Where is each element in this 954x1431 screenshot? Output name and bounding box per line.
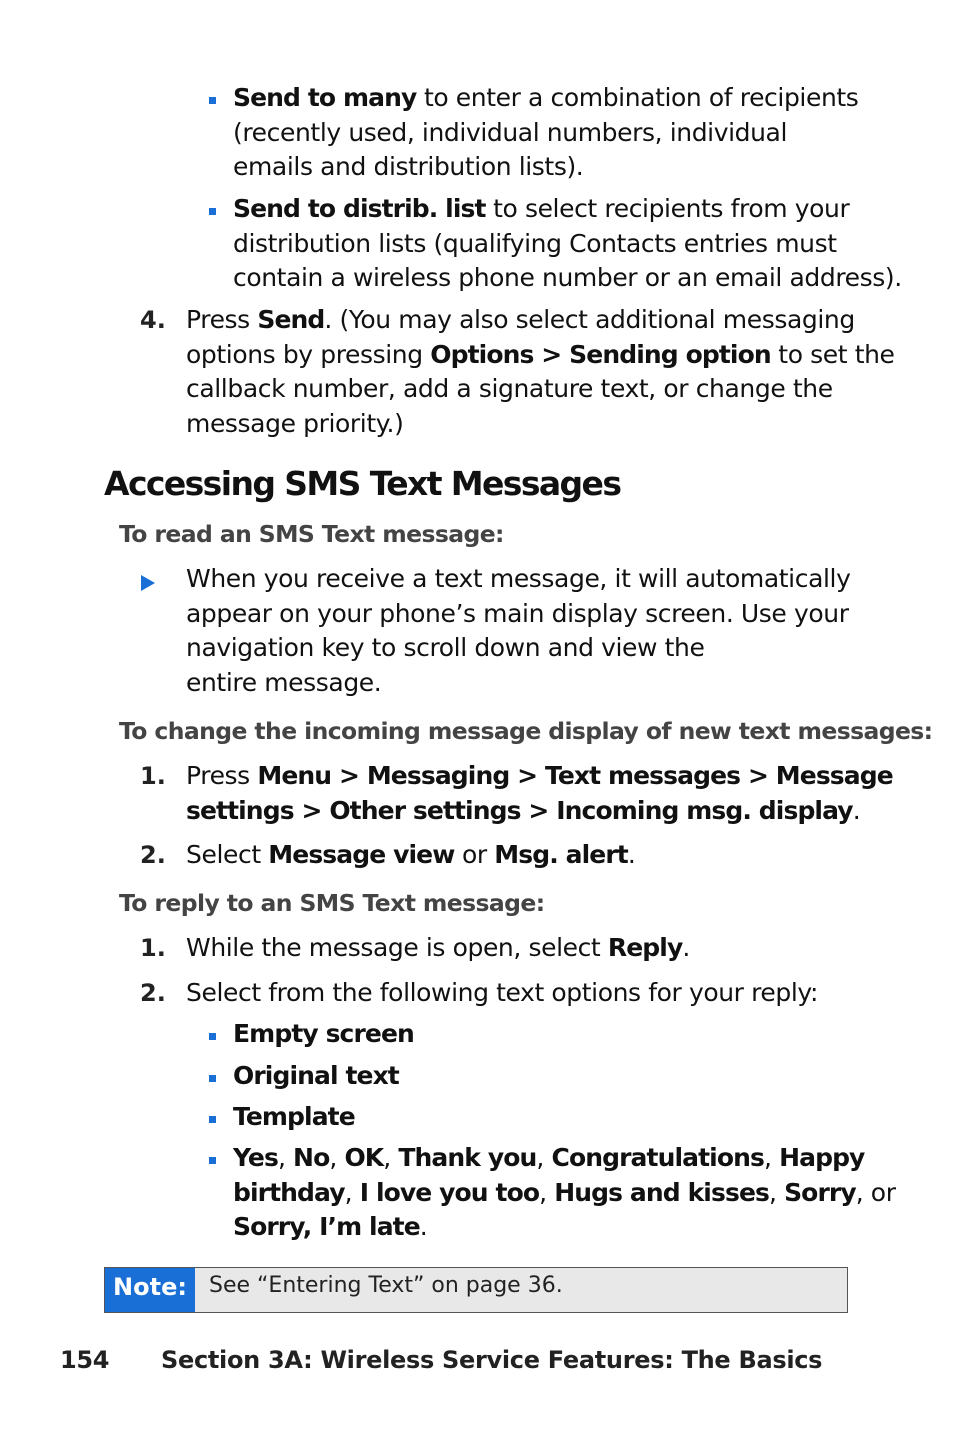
bullet-square-icon	[209, 1033, 216, 1040]
bold-term: Send	[257, 305, 325, 334]
bullet-square-icon	[209, 1116, 216, 1123]
bold-term: Original text	[233, 1061, 399, 1090]
text-span: ,	[383, 1143, 399, 1172]
bold-term: Send to distrib. list	[233, 194, 486, 223]
read-text	[186, 562, 850, 700]
text-span: .	[627, 840, 636, 869]
text-span: .	[682, 933, 690, 962]
bold-term: birthday	[233, 1177, 345, 1207]
text-span: . (You may also select additional messaging	[324, 305, 855, 334]
step-4-text	[186, 303, 895, 441]
text-line: message priority.)	[186, 408, 404, 438]
triangle-bullet-icon	[141, 575, 155, 591]
bold-term: Message view	[268, 840, 455, 869]
subhead-read: To read an SMS Text message:	[119, 520, 504, 548]
text-line: contain a wireless phone number or an email address).	[233, 263, 902, 292]
text-line	[233, 1141, 896, 1176]
bold-term: Options > Sending option	[430, 339, 771, 369]
text-span: options by pressing	[186, 339, 431, 369]
bold-term: I love you too	[359, 1177, 540, 1207]
text-span: .	[419, 1212, 428, 1241]
bold-term: Msg. alert	[494, 840, 628, 869]
text-span: to enter a combination of recipients	[416, 83, 859, 112]
text-line: entire message.	[186, 667, 382, 697]
bold-term: Yes	[233, 1143, 278, 1172]
bullet-square-icon	[209, 1157, 216, 1164]
section-footer: Section 3A: Wireless Service Features: The Basics	[161, 1346, 823, 1374]
step-number: 2.	[140, 979, 166, 1007]
text-line: (recently used, individual numbers, individual	[233, 117, 788, 147]
bold-term: settings > Other settings > Incoming msg. display	[186, 795, 853, 825]
text-span: While the message is open, select	[186, 933, 608, 962]
text-span: Press	[186, 761, 258, 790]
text-span: .	[852, 795, 861, 825]
text-span: , or	[855, 1177, 896, 1207]
note-box	[104, 1267, 848, 1313]
text-span: ,	[768, 1177, 785, 1207]
bold-term: Menu > Messaging > Text messages > Message	[257, 761, 893, 790]
text-span: ,	[763, 1143, 780, 1172]
text-line: distribution lists (qualifying Contacts entries must	[233, 228, 837, 258]
text-line: callback number, add a signature text, or change the	[186, 374, 833, 403]
bold-term: Congratulations	[551, 1143, 764, 1172]
text-span: to select recipients from your	[485, 194, 850, 223]
option-empty-screen	[233, 1017, 414, 1052]
text-span: to set the	[770, 339, 895, 369]
step-number: 1.	[140, 762, 166, 790]
bold-term: Send to many	[233, 83, 417, 112]
text-span: ,	[277, 1143, 294, 1172]
bold-term: OK	[344, 1143, 384, 1172]
step-number: 1.	[140, 934, 166, 962]
text-span: Press	[186, 305, 258, 334]
page-number: 154	[60, 1346, 110, 1374]
change-step-2	[186, 838, 635, 873]
bold-term: Reply	[607, 933, 683, 962]
bullet-square-icon	[209, 97, 216, 104]
bullet-send-to-many	[233, 81, 858, 185]
bold-term: Thank you	[398, 1143, 537, 1172]
bullet-square-icon	[209, 208, 216, 215]
option-original-text	[233, 1059, 399, 1094]
note-label: Note:	[105, 1268, 195, 1312]
text-span: or	[454, 840, 495, 869]
subhead-reply: To reply to an SMS Text message:	[119, 889, 545, 917]
step-number: 2.	[140, 841, 166, 869]
text-line: emails and distribution lists).	[233, 152, 584, 181]
text-span: Select	[186, 840, 269, 869]
text-line: navigation key to scroll down and view the	[186, 633, 705, 662]
note-text: See “Entering Text” on page 36.	[209, 1273, 563, 1298]
text-span: ,	[329, 1143, 345, 1172]
bold-term: No	[293, 1143, 330, 1172]
bullet-send-to-distrib	[233, 192, 902, 296]
bold-term: Sorry, I’m late	[233, 1212, 420, 1241]
bold-term: Hugs and kisses	[554, 1177, 769, 1207]
step-number: 4.	[140, 306, 166, 334]
option-template	[233, 1100, 355, 1135]
bold-term: Sorry	[784, 1177, 856, 1207]
section-heading: Accessing SMS Text Messages	[104, 464, 621, 503]
bold-term: Happy	[779, 1143, 865, 1172]
text-line	[233, 1210, 896, 1245]
bullet-square-icon	[209, 1075, 216, 1082]
text-span: ,	[539, 1177, 555, 1207]
change-step-1	[186, 759, 893, 828]
bold-term: Empty screen	[233, 1019, 414, 1048]
option-preset-messages	[233, 1141, 896, 1245]
bold-term: Template	[233, 1102, 355, 1131]
reply-step-2: Select from the following text options for your reply:	[186, 978, 819, 1007]
text-line	[233, 1176, 896, 1211]
subhead-change: To change the incoming message display of new text messages:	[119, 717, 933, 745]
text-line: When you receive a text message, it will automatically	[186, 564, 851, 593]
text-span: ,	[536, 1143, 552, 1172]
text-span: ,	[344, 1177, 360, 1207]
text-line: appear on your phone’s main display screen. Use your	[186, 598, 849, 628]
reply-step-1	[186, 931, 690, 966]
